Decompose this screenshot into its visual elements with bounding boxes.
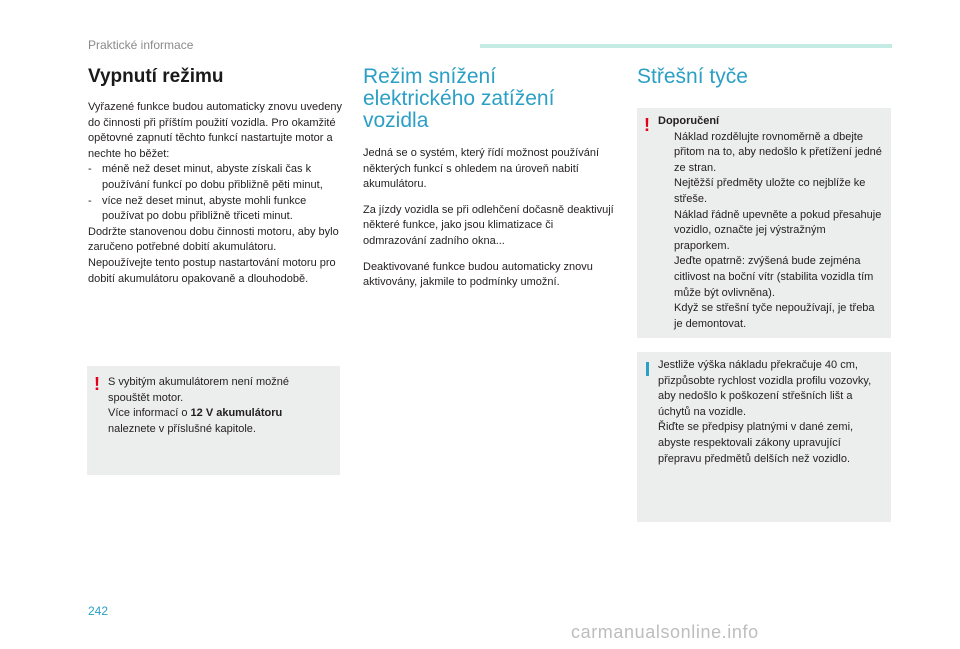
column-load-reduction [363,66,618,301]
info-icon [646,362,649,376]
paragraph: Deaktivované funkce budou automaticky znovu aktivovány, jakmile to podmínky umožní. [363,260,593,289]
pointing-hand-icon [658,208,674,255]
warning-text-2 [108,406,332,422]
list-item-text: Jeďte opatrně: zvýšená bude zejména citlivost na boční vítr (stabilita vozidla tím může být ovlivněna). [674,255,874,299]
recommendation-heading: Doporučení [658,115,720,127]
list-item [658,208,883,255]
list-item-text: Náklad rozdělujte rovnoměrně a dbejte přitom na to, aby nedošlo k přetížení jedné ze stran. [674,130,882,174]
list-item [658,176,883,207]
list-item-text: méně než deset minut, abyste získali čas k používání funkcí po dobu přibližně pěti minut, [102,163,323,191]
paragraph: Jedná se o systém, který řídí možnost používání některých funkcí s ohledem na úroveň nabití akumulátoru. [363,147,599,191]
pointing-hand-icon [658,176,674,207]
list-item [88,194,342,225]
warning-box-battery [87,366,340,475]
warning-box-roof-bars [637,108,891,338]
dash-marker: - [88,194,92,207]
warning-text-2-pre: Více informací o [108,407,191,420]
section-title-load-reduction: Režim snížení elektrického zatížení vozidla [363,65,555,132]
list-item [658,301,883,332]
warning-text-2-bold: 12 V akumulátoru [190,407,283,420]
list-item-text: Nejtěžší předměty uložte co nejblíže ke střeše. [674,177,866,205]
list-item-text: Když se střešní tyče nepoužívají, je třeba je demontovat. [674,302,875,330]
paragraph: Za jízdy vozidla se při odlehčení dočasně deaktivují některé funkce, jako jsou klimatizace či odmrazování zadního okna... [363,203,614,247]
page-number: 242 [88,604,109,618]
column-roof-bars [637,66,891,102]
warning-text-1: S vybitým akumulátorem není možné spouštět motor. [108,376,289,404]
list-item [658,254,883,301]
column-switch-off-mode [88,66,342,297]
warning-icon: ! [644,115,650,135]
list-item-text: více než deset minut, abyste mohli funkce používat po dobu přibližně třiceti minut. [102,194,307,223]
section-title-roof-bars: Střešní tyče [637,65,748,88]
list-item [88,162,342,193]
list-item [658,130,883,177]
pointing-hand-icon [658,254,674,301]
section-title-switch-off: Vypnutí režimu [88,66,224,87]
info-box-roof-load [637,352,891,522]
pointing-hand-icon [658,301,674,332]
info-text-1: Jestliže výška nákladu překračuje 40 cm, přizpůsobte rychlost vozidla profilu vozovky, aby nedošlo k poškození střešních lišt a úchytů na vozidle. [658,359,872,418]
list-item-text: Náklad řádně upevněte a pokud přesahuje vozidlo, označte jej výstražným praporkem. [674,208,882,252]
outro-paragraph: Dodržte stanovenou dobu činnosti motoru, aby bylo zaručeno potřebné dobití akumulátoru. Nepoužívejte tento postup nastartování motoru pro dobití akumulátoru opakovaně a dlouhodobě. [88,225,339,285]
section-header: Praktické informace [88,38,194,52]
warning-icon: ! [94,374,100,394]
pointing-hand-icon [658,130,674,177]
intro-paragraph: Vyřazené funkce budou automaticky znovu uvedeny do činnosti při příštím použití vozidla. Pro okamžité opětovné zapnutí těchto funkcí nastartujte motor a nechte ho běžet: [88,101,342,160]
watermark: carmanualsonline.info [571,622,759,642]
header-bar [480,44,892,48]
info-text-2: Řiďte se předpisy platnými v dané zemi, abyste respektovali zákony upravující přepravu předmětů delších než vozidlo. [658,421,854,465]
warning-text-3: naleznete v příslušné kapitole. [108,422,256,435]
dash-marker: - [88,163,92,176]
